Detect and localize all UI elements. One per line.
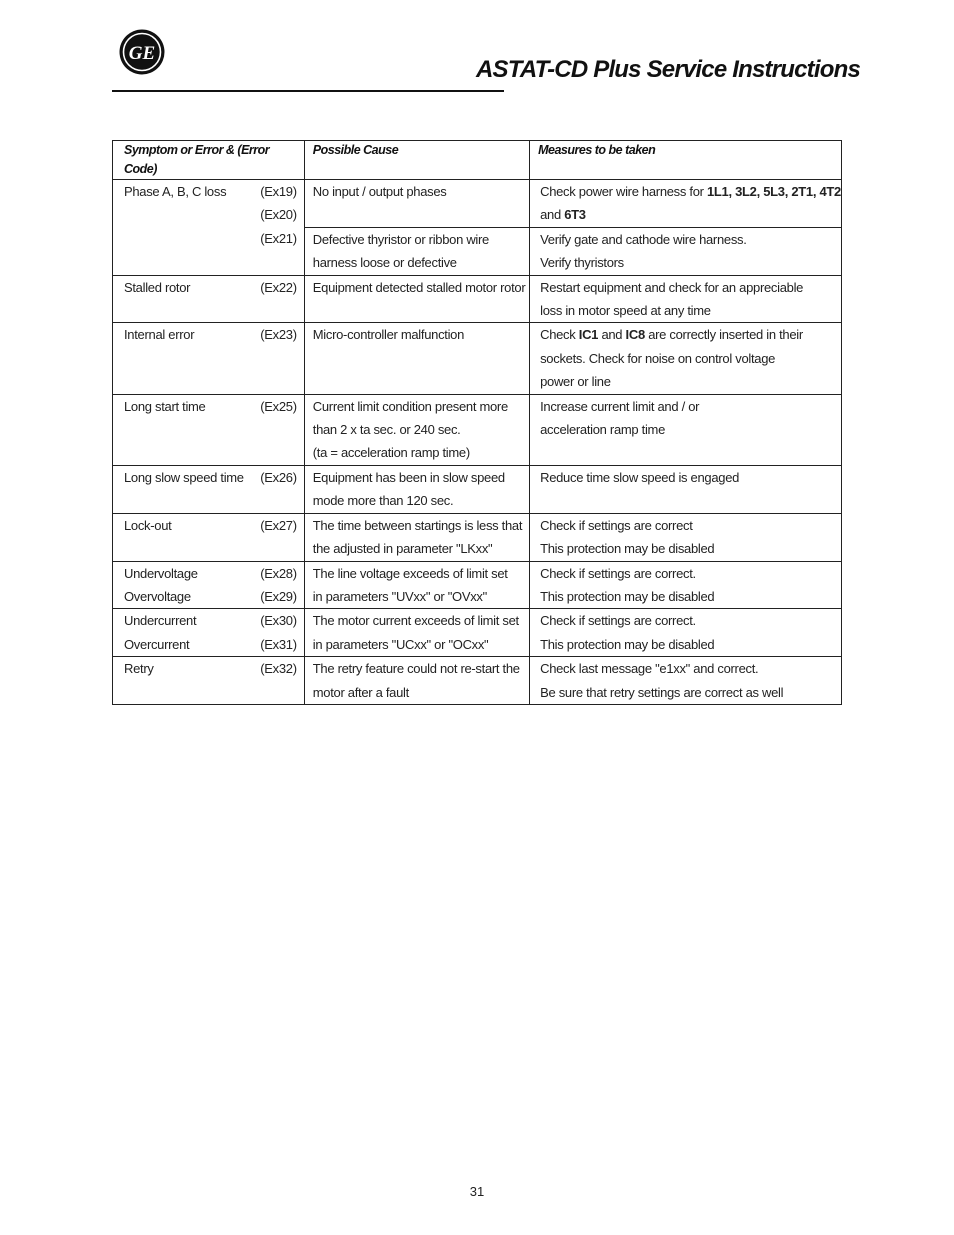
measures-cell: Check if settings are correct. This protection may be disabled: [530, 609, 842, 657]
symptom-cell: Long start time (Ex25): [113, 394, 305, 465]
table-row: [113, 513, 842, 561]
table-row: [113, 609, 842, 657]
ge-logo: [119, 29, 165, 75]
symptom-cell: Stalled rotor (Ex22): [113, 275, 305, 323]
page-number: 31: [469, 1184, 485, 1199]
table-row: [113, 561, 842, 609]
cause-cell: The time between startings is less that the adjusted in parameter "LKxx": [304, 513, 529, 561]
cause-cell: Defective thyristor or ribbon wire harness loose or defective: [304, 227, 529, 275]
column-header-cause: Possible Cause: [304, 141, 529, 180]
troubleshooting-table: [112, 140, 842, 705]
table-row: [113, 275, 842, 323]
header-rule: [112, 90, 504, 92]
table-row: [113, 394, 842, 465]
measures-cell: Restart equipment and check for an appreciable loss in motor speed at any time: [530, 275, 842, 323]
cause-cell: Micro-controller malfunction: [304, 323, 529, 394]
cause-cell: The retry feature could not re-start the motor after a fault: [304, 657, 529, 705]
measures-cell: Reduce time slow speed is engaged: [530, 465, 842, 513]
symptom-cell: Retry (Ex32): [113, 657, 305, 705]
table-row: [113, 657, 842, 705]
measures-cell: Check if settings are correct. This protection may be disabled: [530, 561, 842, 609]
symptom-cell: Internal error (Ex23): [113, 323, 305, 394]
symptom-cell: Lock-out (Ex27): [113, 513, 305, 561]
symptom-cell: Undervoltage (Ex28) Overvoltage (Ex29): [113, 561, 305, 609]
measures-cell: Verify gate and cathode wire harness. Verify thyristors: [530, 227, 842, 275]
cause-cell: Equipment detected stalled motor rotor: [304, 275, 529, 323]
logo-text: GE: [128, 43, 156, 64]
cause-cell: Current limit condition present more than 2 x ta sec. or 240 sec. (ta = acceleration ramp time): [304, 394, 529, 465]
measures-cell: Check if settings are correct This protection may be disabled: [530, 513, 842, 561]
symptom-line: Phase A, B, C loss (Ex19): [124, 184, 297, 199]
cause-cell: The line voltage exceeds of limit set in parameters "UVxx" or "OVxx": [304, 561, 529, 609]
column-header-symptom: Symptom or Error & (Error Code): [113, 141, 305, 180]
page-title: ASTAT-CD Plus Service Instructions: [476, 56, 860, 83]
symptom-cell: [113, 180, 305, 276]
column-header-measures: Measures to be taken: [530, 141, 842, 180]
cause-cell: No input / output phases: [304, 180, 529, 228]
measures-cell: Check last message "e1xx" and correct. Be sure that retry settings are correct as well: [530, 657, 842, 705]
measures-cell: Increase current limit and / or acceleration ramp time: [530, 394, 842, 465]
symptom-line: (Ex20): [260, 207, 297, 223]
table-row: [113, 323, 842, 394]
symptom-cell: Undercurrent (Ex30) Overcurrent (Ex31): [113, 609, 305, 657]
cause-cell: Equipment has been in slow speed mode more than 120 sec.: [304, 465, 529, 513]
table-row: [113, 180, 842, 228]
table-header-row: [113, 141, 842, 180]
measures-cell: Check power wire harness for 1L1, 3L2, 5L3, 2T1, 4T2 and 6T3: [530, 180, 842, 228]
cause-cell: The motor current exceeds of limit set in parameters "UCxx" or "OCxx": [304, 609, 529, 657]
symptom-line: (Ex21): [260, 230, 297, 246]
measures-cell: Check IC1 and IC8 are correctly inserted in their sockets. Check for noise on control voltage power or line: [530, 323, 842, 394]
symptom-cell: Long slow speed time (Ex26): [113, 465, 305, 513]
table-row: [113, 465, 842, 513]
